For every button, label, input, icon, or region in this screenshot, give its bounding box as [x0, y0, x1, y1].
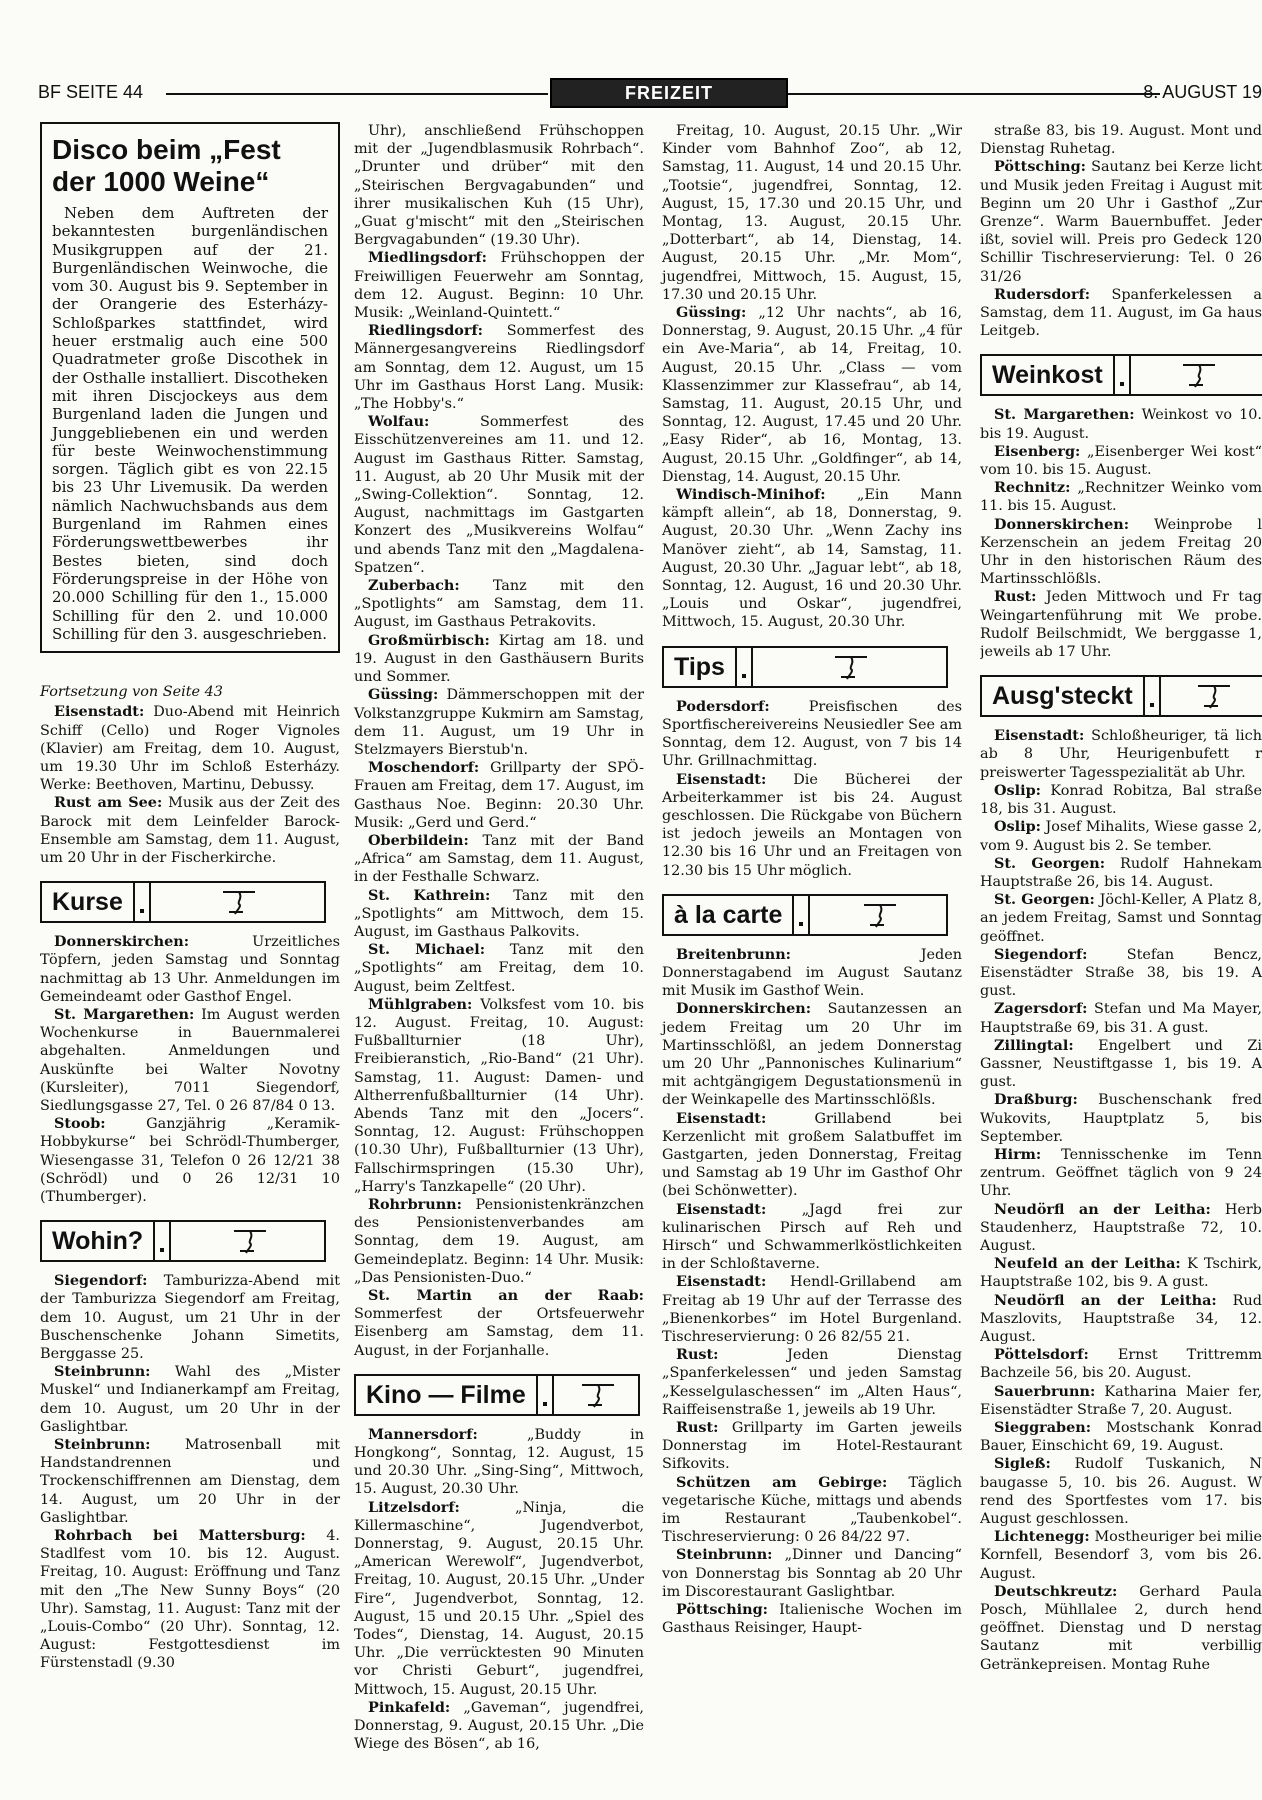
entry-text: Rudolf Tuskanich, N baugasse 5, 10. bis 26. August. W rend des Sportfestes vom 17. bis August geschlossen.	[980, 1456, 1262, 1528]
entry	[980, 406, 1262, 442]
col3-entries	[662, 122, 962, 632]
entry	[40, 1363, 340, 1436]
header-rule-left	[166, 93, 548, 95]
section-header-dot	[155, 1222, 171, 1260]
entry-place: Siegendorf:	[54, 1272, 148, 1290]
entry	[662, 486, 962, 632]
entry	[354, 249, 644, 322]
entry-place: St. Margarethen:	[994, 406, 1135, 424]
section-header-dot	[794, 896, 810, 934]
entry-place: Oslip:	[994, 781, 1041, 799]
disco-text: Neben dem Auftreten der bekanntesten burgenländischen Musikgruppen auf der 21. Burgenländischen Weinwoche, die vom 30. August bis 9. September in der Orangerie des Esterházy-Schloßparkes stattfindet, wird heuer erstmalig auch eine 500 Quadratmeter große Discothek in der Osthalle installiert. Discotheken mit ihren Discjockeys aus dem Burgenland laden die Jungen und Junggebliebenen ein und werden für beste Weinwochenstimmung sorgen. Täglich gibt es von 22.15 bis 23 Uhr Livemusik. Da werden nämlich Nachwuchsbands aus dem Burgenland im Rahmen eines Förderungswettbewerbes ihr Bestes bieten, sind doch Förderungspreise in der Höhe von 20.000 Schilling für den 1., 15.000 Schilling für den 2. und 10.000 Schilling für den 3. ausgeschrieben.	[52, 204, 328, 643]
entry-text: „Eisenberger Wei kost“ vom 10. bis 15. August.	[980, 443, 1262, 479]
header-rule-right	[788, 93, 1160, 95]
entry-text: Frühschoppen der Freiwilligen Feuerwehr am Sonntag, dem 12. August. Beginn: 10 Uhr. Musik: „Weinland-Quintett.“	[354, 250, 644, 322]
entry-text: „Rechnitzer Weinko vom 11. bis 15. August.	[980, 480, 1262, 515]
entry-place: Zagersdorf:	[994, 1000, 1088, 1018]
entry-text: straße 83, bis 19. August. Mont und Dienstag Ruhetag.	[980, 123, 1262, 158]
entry	[980, 588, 1262, 661]
entry-place: Eisenberg:	[994, 442, 1081, 460]
entry	[662, 122, 962, 304]
section-header	[662, 894, 948, 936]
entry-place: Rohrbach bei Mattersburg:	[54, 1527, 306, 1545]
entry-text: Preisfischen des Sportfischereivereins Neusiedler See am Sonntag, dem 12. August, von 7 bis 14 Uhr. Grillnachmittag.	[662, 698, 962, 770]
entry-place: Eisenstadt:	[676, 770, 767, 788]
entry-text: Mostheuriger bei milie Kornfell, Besendorf 3, vom bis 26. August.	[980, 1529, 1262, 1582]
entry-place: Pöttsching:	[676, 1601, 768, 1619]
entry-text: K Tschirk, Hauptstraße 102, bis 9. A gust.	[980, 1256, 1262, 1291]
ausgsteckt-section	[980, 675, 1262, 1674]
entry	[354, 632, 644, 687]
glass-icon	[554, 1376, 638, 1414]
entry-text: Tanz mit den „Spotlights“ am Freitag, dem 10. August, beim Zeltfest.	[354, 942, 644, 995]
entry-text: Grillparty im Garten jeweils Donnerstag im Hotel-Restaurant Sifkovits.	[662, 1420, 962, 1473]
glass-icon	[151, 883, 324, 921]
entry-place: Lichtenegg:	[994, 1528, 1090, 1546]
section-header-dot	[737, 648, 753, 686]
disco-box	[40, 122, 340, 653]
section-title: FREIZEIT	[550, 78, 788, 108]
glass-stroke	[1183, 365, 1215, 387]
entry-text: „Ninja, die Killermaschine“, Jugendverbot, Donnerstag, 9. August, 20.15 Uhr. „American Werewolf“, Jugendverbot, Freitag, 10. August, 20.15 Uhr. „Under Fire“, Jugendverbot, Sonntag, 12. August, 15 und 20.15 Uhr. „Spiel des Todes“, Dienstag, 14. August, 20.15 Uhr. „Die verrücktesten 90 Minuten vor Christi Geburt“, jugendfrei, Mittwoch, 15. August, 20.15 Uhr.	[354, 1499, 644, 1698]
column-4	[980, 122, 1262, 1674]
glass-stroke	[864, 905, 896, 927]
entry-place: Podersdorf:	[676, 697, 770, 715]
entry	[662, 698, 962, 771]
section-header-title: Weinkost	[982, 356, 1115, 394]
entry-text: „Ein Mann kämpft allein“, ab 18, Donnerstag, 9. August, 20.30 Uhr. „Wenn Zachy ins Manöver zieht“, ab 14, Samstag, 11. August, 20.30 Uhr. „Jaguar lebt“, ab 18, Sonntag, 12. August, 16 und 20.30 Uhr. „Louis und Oskar“, jugendfrei, Mittwoch, 15. August, 20.30 Uhr.	[662, 487, 962, 631]
wohin-section	[40, 1220, 340, 1672]
entry-place: Pinkafeld:	[368, 1698, 451, 1716]
entry-place: Güssing:	[676, 304, 747, 322]
entry-place: Draßburg:	[994, 1091, 1078, 1109]
entry-place: Miedlingsdorf:	[368, 249, 487, 267]
entry-text: Hendl-Grillabend am Freitag ab 19 Uhr auf der Terrasse des „Bienenkorbes“ im Hotel Burgenland. Tischreservierung: 0 26 82/55 21.	[662, 1274, 962, 1345]
entry-text: „Dinner und Dancing“ von Donnerstag bis Sonntag ab 20 Uhr im Discorestaurant Gaslightbar.	[662, 1547, 962, 1600]
entry-text: Ernst Trittremm Bachzeile 56, bis 20. August.	[980, 1347, 1262, 1382]
entry	[980, 946, 1262, 1001]
entry	[980, 1201, 1262, 1256]
entry-text: Konrad Robitza, Bal straße 18, bis 31. August.	[980, 782, 1262, 818]
entry	[662, 1546, 962, 1601]
section-header-title: à la carte	[664, 896, 794, 934]
section-header	[40, 1220, 326, 1262]
entry-place: Wolfau:	[368, 413, 430, 431]
entry	[354, 1287, 644, 1360]
entry-text: Mostschank Konrad Bauer, Einschicht 69, 19. August.	[980, 1420, 1262, 1455]
entry-text: „Jagd frei zur kulinarischen Pirsch auf Reh und Hirsch“ und Schwammerlköstlichkeiten in der Schloßtaverne.	[662, 1201, 962, 1273]
entry	[980, 122, 1262, 158]
kurse-section	[40, 881, 340, 1206]
glass-drawing	[215, 888, 259, 916]
entry-text: Ganzjährig „Keramik-Hobbykurse“ bei Schrödl-Thumberger, Wiesengasse 31, Telefon 0 26 12/21 38 (Schrödl) und 0 26 12/31 10 (Thumberger).	[40, 1116, 340, 1205]
entry	[980, 1091, 1262, 1146]
entry	[980, 818, 1262, 854]
entry	[980, 158, 1262, 285]
entry	[354, 1196, 644, 1287]
entry-place: Pöttelsdorf:	[994, 1346, 1089, 1364]
entry	[980, 1528, 1262, 1583]
entry	[40, 1527, 340, 1673]
entry-place: Sauerbrunn:	[994, 1382, 1096, 1400]
entry	[980, 891, 1262, 946]
entry	[662, 1273, 962, 1346]
entry	[354, 1426, 644, 1499]
carte-section	[662, 894, 962, 1638]
entry-text: Tanz mit den „Spotlights“ am Samstag, dem 11. August, im Gasthaus Petrakovits.	[354, 578, 644, 631]
entry-text: Tamburizza-Abend mit der Tamburizza Siegendorf am Freitag, dem 10. August, um 21 Uhr in der Buschenschenke Johann Simetits, Berggasse 25.	[40, 1273, 340, 1363]
entry-text: Grillparty der SPÖ-Frauen am Freitag, dem 17. August, im Gasthaus Noe. Beginn: 20.30 Uhr. Musik: „Gerd und Gerd.“	[354, 760, 644, 831]
entry-text: Buschenschank fred Wukovits, Hauptplatz 5, bis September.	[980, 1092, 1262, 1145]
entry	[980, 1583, 1262, 1674]
entry-text: Grillabend bei Kerzenlicht mit großem Salatbuffet im Gastgarten, jeden Donnerstag, Freitag und Samstag ab 19 Uhr im Gasthof Ohr (bei Schönwetter).	[662, 1110, 962, 1200]
section-header-dot	[538, 1376, 554, 1414]
issue-date: 8. AUGUST 19	[1143, 82, 1262, 102]
entry-place: Rust:	[676, 1419, 719, 1436]
entry-text: Wahl des „Mister Muskel“ und Indianerkampf am Freitag, dem 10. August, um 20 Uhr in der Gaslightbar.	[40, 1364, 340, 1435]
entry-place: Steinbrunn:	[54, 1436, 151, 1454]
entry-text: Stefan Bencz, Eisenstädter Straße 38, bis 19. A gust.	[980, 946, 1262, 1000]
entry-place: Hirm:	[994, 1145, 1042, 1163]
entry-place: Mühlgraben:	[368, 995, 473, 1013]
entry-place: Siegendorf:	[994, 945, 1088, 963]
column-1	[40, 122, 340, 1673]
col2-entries	[354, 122, 644, 1360]
glass-icon	[753, 648, 946, 686]
entry	[662, 946, 962, 1001]
entry	[980, 443, 1262, 479]
section-header-dot	[135, 883, 151, 921]
continuation-note: Fortsetzung von Seite 43	[40, 684, 223, 701]
entry-text: Täglich vegetarische Küche, mittags und abends im Restaurant „Taubenkobel“. Tischreservierung: 0 26 84/22 97.	[662, 1474, 962, 1546]
entry-text: Spanferkelessen a Samstag, dem 11. August, im Ga haus Leitgeb.	[980, 286, 1262, 340]
entry-place: St. Martin an der Raab:	[368, 1287, 644, 1304]
section-header-title: Kurse	[42, 883, 135, 921]
section-header	[662, 646, 948, 688]
weinkost-section	[980, 354, 1262, 661]
entry-place: Litzelsdorf:	[368, 1498, 460, 1516]
entry	[40, 1006, 340, 1115]
column-3	[662, 122, 962, 1637]
entry	[354, 413, 644, 577]
entry-place: Donnerskirchen:	[676, 1000, 812, 1018]
glass-stroke	[223, 892, 255, 914]
entry	[354, 577, 644, 632]
section-header-dot	[1115, 356, 1131, 394]
entry-place: Moschendorf:	[368, 759, 480, 777]
entry-place: Eisenstadt:	[676, 1200, 767, 1218]
entry-text: Jöchl-Keller, A Platz 8, an jedem Freitag, Samst und Sonntag geöffnet.	[980, 892, 1262, 945]
entry	[354, 1699, 644, 1754]
entry-text: „Gaveman“, jugendfrei, Donnerstag, 9. August, 20.15 Uhr. „Die Wiege des Bösen“, ab 16,	[354, 1699, 644, 1753]
entry-text: Matrosenball mit Handstandrennen und Trockenschiffrennen am Dienstag, dem 14. August, um 20 Uhr in der Gaslightbar.	[40, 1437, 340, 1526]
tips-section	[662, 646, 962, 880]
entry	[980, 479, 1262, 515]
entry-text: Rud Maszlovits, Hauptstraße 34, 12. August.	[980, 1292, 1262, 1345]
entry	[980, 1346, 1262, 1382]
entry-text: Die Bücherei der Arbeiterkammer ist bis 24. August geschlossen. Die Rückgabe von Büchern ist jedoch jeweils an Montagen von 12.30 bis 16 Uhr und an Freitagen von 12.30 bis 15 Uhr möglich.	[662, 771, 962, 879]
entry	[662, 304, 962, 486]
entry-place: Rudersdorf:	[994, 285, 1091, 303]
entry	[980, 1000, 1262, 1036]
glass-icon	[810, 896, 946, 934]
entry-text: Urzeitliches Töpfern, jeden Samstag und Sonntag nachmittag ab 13 Uhr. Anmeldungen im Gemeindeamt oder Gasthof Engel.	[40, 934, 340, 1005]
entry-text: Dämmerschoppen mit der Volkstanzgruppe Kukmirn am Samstag, dem 11. August, um 19 Uhr in Stelzmayers Bierstub'n.	[354, 687, 644, 758]
glass-drawing	[226, 1227, 270, 1255]
entry	[40, 1272, 340, 1363]
entry-text: Sommerfest des Männergesangvereins Riedlingsdorf am Sonntag, dem 12. August, um 15 Uhr im Gasthaus Horst Lang. Musik: „The Hobby's.“	[354, 323, 644, 413]
entry-place: Pöttsching:	[994, 158, 1086, 176]
entry-place: Rust:	[994, 588, 1037, 606]
entry-place: Großmürbisch:	[368, 631, 490, 649]
entry-place: Neufeld an der Leitha:	[994, 1255, 1181, 1273]
glass-drawing	[827, 653, 871, 681]
entry	[980, 1292, 1262, 1347]
entry-text: Uhr), anschließend Frühschoppen mit der „Jugendblasmusik Rohrbach“. „Drunter und drüber“ mit den „Steirischen Bergvagabunden“ und ihrer musikalischen Kuh (15 Uhr), „Guat g'mischt“ mit den „Steirischen Bergvagabunden“ (19.30 Uhr).	[354, 123, 644, 249]
entry	[354, 686, 644, 759]
entry	[980, 855, 1262, 891]
entry	[40, 794, 340, 867]
entry-place: Donnerskirchen:	[54, 933, 190, 951]
entry-text: Musik aus der Zeit des Barock mit dem Leinfelder Barock-Ensemble am Samstag, dem 11. August, um 20 Uhr in der Fischerkirche.	[40, 795, 341, 866]
glass-stroke	[1198, 686, 1230, 708]
glass-drawing	[574, 1381, 618, 1409]
entry-place: Sieggraben:	[994, 1419, 1092, 1436]
entry-place: Eisenstadt:	[676, 1109, 767, 1127]
entry-text: Duo-Abend mit Heinrich Schiff (Cello) und Roger Vignoles (Klavier) am Freitag, dem 10. August, um 19.30 Uhr im Schloß Esterházy. Werke: Beethoven, Martinu, Debussy.	[40, 704, 340, 794]
section-header	[354, 1374, 640, 1416]
entry	[662, 771, 962, 880]
entry	[662, 1346, 962, 1419]
entry-text: Tennisschenke im Tenn zentrum. Geöffnet täglich von 9 24 Uhr.	[980, 1146, 1262, 1200]
section-header	[980, 675, 1262, 717]
entry	[354, 887, 644, 942]
glass-drawing	[856, 901, 900, 929]
entry-text: Weinkost vo 10. bis 19. August.	[980, 407, 1262, 442]
entry	[662, 1201, 962, 1274]
entry	[980, 516, 1262, 589]
entry-place: Eisenstadt:	[994, 727, 1085, 745]
entry-text: Sautanzessen an jedem Freitag um 20 Uhr im Martinsschlößl, an jedem Donnerstag um 20 Uhr „Pannonisches Kulinarium“ mit achtgängigem Degustationsmenü in der Weinkapelle des Martinsschlößls.	[662, 1001, 962, 1109]
entry	[354, 941, 644, 996]
entry-place: Riedlingsdorf:	[368, 322, 483, 340]
glass-icon	[1161, 677, 1262, 715]
entry-text: Freitag, 10. August, 20.15 Uhr. „Wir Kinder vom Bahnhof Zoo“, ab 12, Samstag, 11. August, 14 und 20.15 Uhr. „Tootsie“, jugendfrei, Sonntag, 12. August, 15, 17.30 und 20.15 Uhr, und Montag, 13. August, 20.15 Uhr. „Dotterbart“, ab 14, Dienstag, 14. August, 20.15 Uhr. „Mr. Mom“, jugendfrei, Mittwoch, 15. August, 15, 17.30 und 20.15 Uhr.	[662, 123, 962, 303]
entry-text: Jeden Mittwoch und Fr tag Weingartenführung mit We probe. Rudolf Beilschmidt, We berggasse 1, jeweils ab 17 Uhr.	[980, 589, 1262, 661]
entry	[662, 1419, 962, 1474]
entry-place: Eisenstadt:	[54, 703, 145, 721]
entry	[980, 1037, 1262, 1092]
entry-text: Schloßheuriger, tä lich ab 8 Uhr, Heurigenbufett r preiswerter Tagesspezialität ab Uhr.	[980, 728, 1262, 781]
entry-text: „12 Uhr nachts“, ab 16, Donnerstag, 9. August, 20.15 Uhr. „4 für ein Ave-Maria“, ab 14, Freitag, 10. August, 20.15 Uhr. „Class — vom Klassenzimmer zur Klassefrau“, ab 14, Samstag, 11. August, 20.15 Uhr, und Sonntag, 12. August, 17.45 und 20 Uhr. „Easy Rider“, ab 16, Montag, 13. August, 20.15 Uhr. „Goldfinger“, ab 14, Dienstag, 14. August, 20.15 Uhr.	[662, 305, 962, 485]
entry-text: Tanz mit den „Spotlights“ am Mittwoch, dem 15. August, im Gasthaus Palkovits.	[354, 887, 644, 940]
entry-place: St. Georgen:	[994, 854, 1106, 872]
entry-text: Josef Mihalits, Wiese gasse 2, vom 9. August bis 2. Se tember.	[980, 819, 1262, 854]
entry	[354, 832, 644, 887]
section-header	[980, 354, 1262, 396]
disco-title: Disco beim „Fest der 1000 Weine“	[52, 134, 281, 197]
entry	[980, 1455, 1262, 1528]
entry	[980, 1146, 1262, 1201]
section-header	[40, 881, 326, 923]
glass-stroke	[582, 1385, 614, 1407]
section-header-title: Ausg'steckt	[982, 677, 1145, 715]
entry-text: „Buddy in Hongkong“, Sonntag, 12. August, 15 und 20.30 Uhr. „Sing-Sing“, Mittwoch, 15. August, 20.30 Uhr.	[354, 1426, 644, 1498]
entry-text: Stefan und Ma Mayer, Hauptstraße 69, bis 31. A gust.	[980, 1001, 1262, 1036]
entry	[354, 322, 644, 413]
entry-text: 4. Stadlfest vom 10. bis 12. August. Freitag, 10. August: Eröffnung und Tanz mit den „The New Sunny Boys“ (20 Uhr). Samstag, 11. August: Tanz mit der „Louis-Combo“ (20 Uhr). Sonntag, 12. August: Festgottesdienst im Fürstenstadl (9.30	[40, 1528, 340, 1672]
entry-place: Rechnitz:	[994, 479, 1071, 497]
entry-place: Steinbrunn:	[676, 1546, 773, 1564]
entry-place: St. Kathrein:	[368, 886, 491, 904]
entry	[354, 1499, 644, 1699]
glass-icon	[171, 1222, 324, 1260]
entry	[354, 759, 644, 832]
entry-place: St. Margarethen:	[54, 1005, 195, 1023]
entry-text: Volksfest vom 10. bis 12. August. Freitag, 10. August: Fußballturnier (18 Uhr), Freibieranstich, „Rio-Band“ (21 Uhr). Samstag, 11. August: Damen- und Altherrenfußballturnier (14 Uhr). Abends Tanz mit den „Jocers“. Sonntag, 12. August: Frühschoppen (10.30 Uhr), Fußballturnier (13 Uhr), Fallschirmspringen (15.30 Uhr), „Harry's Tanzkapelle“ (20 Uhr).	[354, 996, 644, 1195]
entry-place: Mannersdorf:	[368, 1425, 478, 1443]
entry-place: Rust:	[676, 1346, 719, 1364]
entry	[980, 286, 1262, 341]
entry-text: Katharina Maier fer, Eisenstädter Straße 7, 20. August.	[980, 1383, 1262, 1418]
entry-place: Oslip:	[994, 818, 1041, 836]
entry-place: Donnerskirchen:	[994, 515, 1130, 533]
entry-text: Im August werden Wochenkurse in Bauernmalerei abgehalten. Anmeldungen und Auskünfte bei Walter Novotny (Kursleiter), 7011 Siegendorf, Siedlungsgasse 27, Tel. 0 26 87/84 0 13.	[40, 1006, 340, 1114]
col1-entries	[40, 703, 340, 867]
glass-stroke	[234, 1231, 266, 1253]
entry	[40, 703, 340, 794]
entry	[980, 782, 1262, 818]
entry	[40, 933, 340, 1006]
entry-text: Rudolf Hahnekam Hauptstraße 26, bis 14. August.	[980, 855, 1262, 890]
glass-stroke	[835, 657, 867, 679]
entry-place: Oberbildein:	[368, 831, 469, 849]
entry-text: Herb Staudenherz, Hauptstraße 72, 10. August.	[980, 1201, 1262, 1254]
entry-place: Neudörfl an der Leitha:	[994, 1291, 1217, 1309]
entry	[662, 1000, 962, 1109]
entry-place: Zuberbach:	[368, 577, 460, 595]
entry	[980, 727, 1262, 782]
entry	[662, 1601, 962, 1637]
entry	[354, 122, 644, 249]
section-header-title: Tips	[664, 648, 737, 686]
column-2	[354, 122, 644, 1753]
entry-place: Breitenbrunn:	[676, 945, 791, 963]
entry-place: Stoob:	[54, 1115, 106, 1133]
section-header-dot	[1145, 677, 1161, 715]
entry-text: Jeden Donnerstagabend im August Sautanz mit Musik im Gasthof Wein.	[662, 946, 962, 1000]
entry-place: Eisenstadt:	[676, 1273, 767, 1291]
page-number: BF SEITE 44	[38, 82, 144, 102]
entry-place: Güssing:	[368, 686, 439, 704]
entry	[662, 1474, 962, 1547]
entry-text: Weinprobe l Kerzenschein an jedem Freitag 20 Uhr in den historischen Räum des Martinsschlößls.	[980, 516, 1262, 588]
entry-place: St. Georgen:	[994, 891, 1095, 909]
entry-text: Pensionistenkränzchen des Pensionistenverbandes am Sonntag, dem 19. August, am Gemeindeplatz. Beginn: 14 Uhr. Musik: „Das Pensionisten-Duo.“	[354, 1196, 644, 1286]
entry-place: St. Michael:	[368, 941, 486, 959]
glass-drawing	[1175, 361, 1219, 389]
entry-place: Rohrbrunn:	[368, 1195, 462, 1213]
kino-section	[354, 1374, 644, 1754]
entry-text: Engelbert und Zi Gassner, Neustiftgasse 1, bis 19. A gust.	[980, 1037, 1262, 1091]
entry-text: Sautanz bei Kerze licht und Musik jeden Freitag i August mit Beginn um 20 Uhr i Gasthof „Zur Grenze“. Warm Bauernbuffet. Jeder ißt, soviel will. Preis pro Gedeck 120 Schillir Tischreservierung: Tel. 0 26 31/26	[980, 159, 1262, 285]
entry-place: Deutschkreutz:	[994, 1582, 1118, 1600]
page-header	[38, 82, 1262, 108]
col4-entries	[980, 122, 1262, 340]
entry-text: Gerhard Paula Posch, Mühllalee 2, durch hend geöffnet. Dienstag und D nerstag Sautanz mit verbillig Getränkepreisen. Montag Ruhe	[980, 1583, 1262, 1673]
entry-text: Sommerfest des Eisschützenvereines am 11. und 12. August im Gasthaus Ritter. Samstag, 11. August, ab 20 Uhr Musik mit der „Swing-Collektion“. Sonntag, 12. August, nachmittags im Gastgarten Konzert des „Musikvereins Wolfau“ und abends Tanz mit den „Magdalena-Spatzen“.	[354, 414, 644, 576]
entry	[980, 1419, 1262, 1455]
glass-icon	[1131, 356, 1262, 394]
entry-place: Steinbrunn:	[54, 1363, 151, 1381]
entry-place: Windisch-Minihof:	[676, 486, 826, 504]
section-header-title: Wohin?	[42, 1222, 155, 1260]
entry	[40, 1115, 340, 1206]
entry-text: Tanz mit der Band „Africa“ am Samstag, dem 11. August, in der Festhalle Schwarz.	[354, 832, 644, 886]
entry-place: Neudörfl an der Leitha:	[994, 1200, 1211, 1218]
entry-place: Schützen am Gebirge:	[676, 1473, 888, 1491]
entry-text: Sommerfest der Ortsfeuerwehr Eisenberg am Samstag, dem 11. August, in der Forjanhalle.	[354, 1306, 644, 1359]
entry	[40, 1436, 340, 1527]
entry-text: Italienische Wochen im Gasthaus Reisinger, Haupt-	[662, 1602, 962, 1637]
entry-place: Zillingtal:	[994, 1036, 1074, 1054]
entry	[662, 1110, 962, 1201]
entry-place: Rust am See:	[54, 794, 163, 812]
section-header-title: Kino — Filme	[356, 1376, 538, 1414]
entry-place: Sigleß:	[994, 1455, 1051, 1473]
entry-text: Jeden Dienstag „Spanferkelessen“ und jeden Samstag „Kesselgulaschessen“ im „Alten Haus“, Raiffeisenstraße 1, jeweils ab 19 Uhr.	[662, 1347, 962, 1418]
entry	[354, 996, 644, 1196]
entry	[980, 1255, 1262, 1291]
entry-text: Kirtag am 18. und 19. August in den Gasthäusern Burits und Sommer.	[354, 632, 644, 686]
glass-drawing	[1190, 682, 1234, 710]
entry	[980, 1383, 1262, 1419]
